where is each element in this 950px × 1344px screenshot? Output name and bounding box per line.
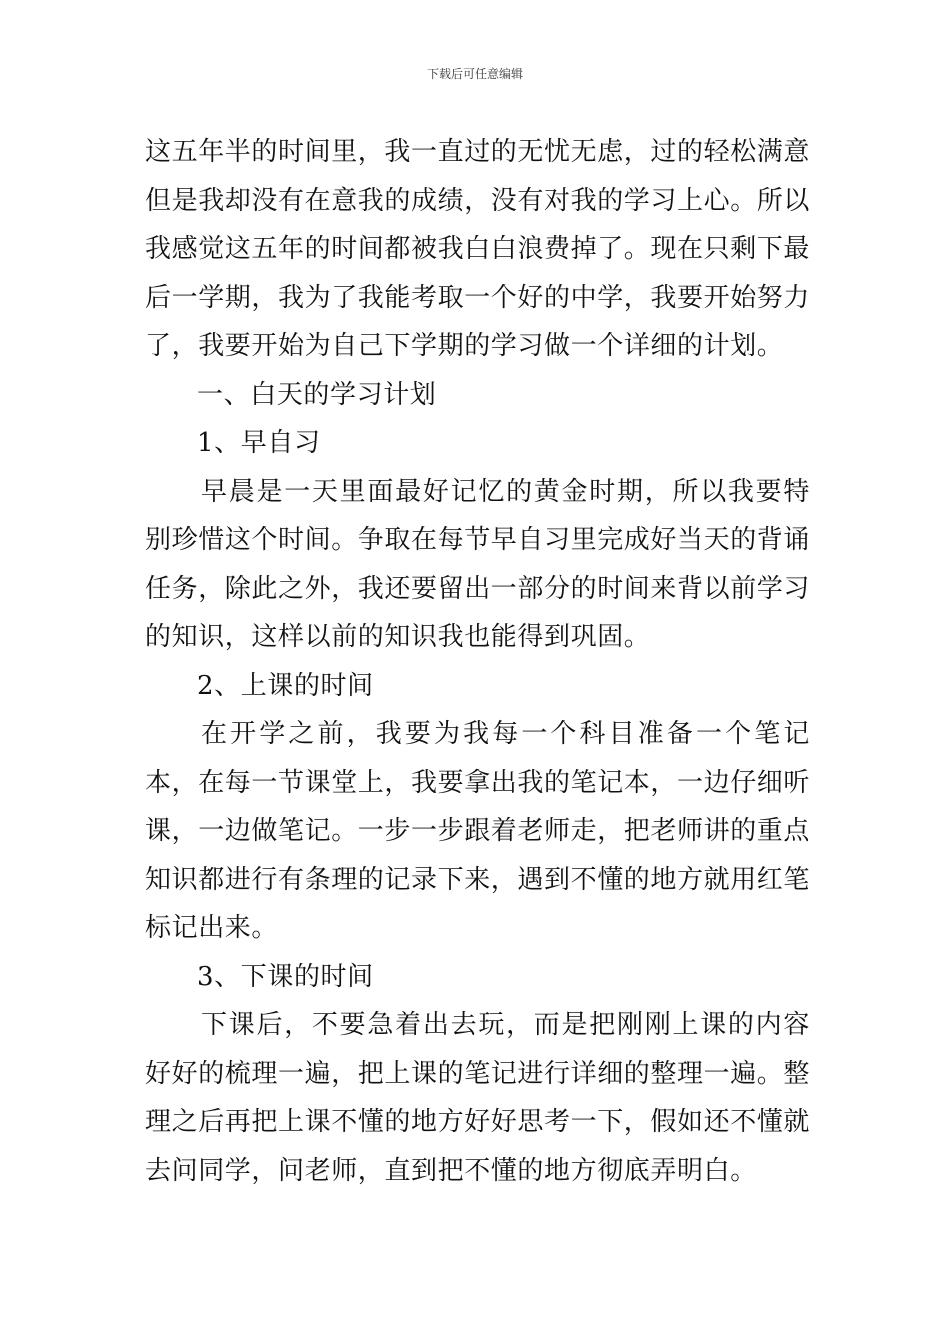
item3-paragraph: 下课后，不要急着出去玩，而是把刚刚上课的内容好好的梳理一遍，把上课的笔记进行详细的整理一遍。整理之后再把上课不懂的地方好好思考一下，假如还不懂就去问同学，问老师，直到把不懂的地方彻底弄明白。: [145, 1010, 811, 1186]
item1-title: 1、早自习: [197, 428, 321, 458]
intro-paragraph: 这五年半的时间里，我一直过的无忧无虑，过的轻松满意但是我却没有在意我的成绩，没有对我的学习上心。所以我感觉这五年的时间都被我白白浪费掉了。现在只剩下最后一学期，我为了我能考取一个好的中学，我要开始努力了，我要开始为自己下学期的学习做一个详细的计划。: [145, 137, 811, 361]
item3-title: 3、下课的时间: [197, 961, 374, 992]
item1-paragraph: 早晨是一天里面最好记忆的黄金时期，所以我要特别珍惜这个时间。争取在每节早自习里完成好当天的背诵任务，除此之外，我还要留出一部分的时间来背以前学习的知识，这样以前的知识我也能得到巩固。: [145, 476, 811, 652]
item2-title: 2、上课的时间: [197, 670, 374, 701]
document-body: [145, 128, 810, 1195]
section-title: 一、白天的学习计划: [197, 379, 437, 410]
item2-paragraph: 在开学之前，我要为我每一个科目准备一个笔记本，在每一节课堂上，我要拿出我的笔记本，一边仔细听课，一边做笔记。一步一步跟着老师走，把老师讲的重点知识都进行有条理的记录下来，遇到不懂的地方就用红笔标记出来。: [145, 719, 811, 943]
page-header: 下载后可任意编辑: [426, 67, 523, 81]
